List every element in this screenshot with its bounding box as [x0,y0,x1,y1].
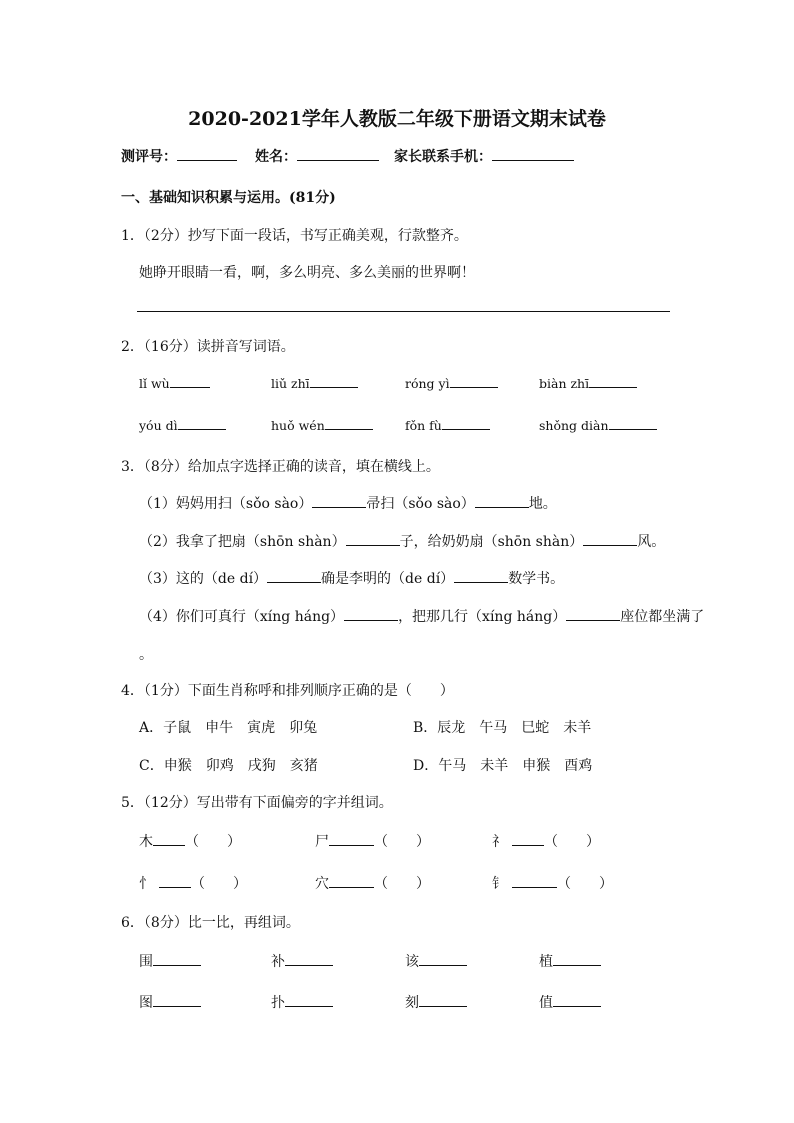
radical: 穴 [315,876,329,892]
answer-blank[interactable] [329,833,374,846]
option-c[interactable]: C．申猴 卯鸡 戌狗 亥猪 [139,758,318,774]
character: 围 [139,954,153,970]
pinyin-text: fǒn fù [405,418,442,433]
answer-blank[interactable] [153,833,185,846]
compare-item [271,992,333,1012]
answer-blank[interactable] [442,417,490,430]
character: 补 [271,954,285,970]
pinyin-item [139,375,210,391]
text: （4）你们可真行（xíng háng） [139,609,345,625]
copy-line[interactable] [137,311,670,312]
question-4-stem: 4．（1分）下面生肖称呼和排列顺序正确的是（ ） [121,683,454,699]
question-2-stem: 2．（16分）读拼音写词语。 [121,339,295,355]
paren-blank[interactable]: （ ） [557,876,613,892]
pinyin-item [405,375,498,391]
answer-blank[interactable] [170,375,210,388]
compare-item [405,992,467,1012]
character: 该 [405,954,419,970]
question-6-stem: 6．（8分）比一比，再组词。 [121,915,300,931]
answer-blank[interactable] [512,875,557,888]
answer-blank[interactable] [329,875,374,888]
answer-blank[interactable] [450,375,498,388]
radical: 礻 [492,834,506,850]
answer-blank[interactable] [583,533,637,546]
pinyin-text: róng yì [405,376,450,391]
paren-blank[interactable]: （ ） [374,876,430,892]
compare-item [139,951,201,971]
answer-blank[interactable] [178,417,226,430]
rater-label: 测评号： [121,149,177,165]
compare-item [271,951,333,971]
radical: 忄 [139,876,153,892]
radical-item [492,873,613,893]
pinyin-item [405,417,490,433]
pinyin-item [539,375,637,391]
name-blank[interactable] [297,148,379,161]
text: 子，给奶奶扇（shōn shàn） [399,534,584,550]
answer-blank[interactable] [566,608,620,621]
answer-blank[interactable] [475,495,529,508]
answer-blank[interactable] [285,994,333,1007]
radical-item [139,873,247,893]
radical-item [315,873,430,893]
character: 图 [139,995,153,1011]
pinyin-text: shǒng diàn [539,418,609,433]
page-title: 2020-2021学年人教版二年级下册语文期末试卷 [188,108,606,130]
answer-blank[interactable] [419,994,467,1007]
answer-blank[interactable] [589,375,637,388]
question-3-line-4 [139,606,704,626]
character: 扑 [271,995,285,1011]
question-3-stem: 3．（8分）给加点字选择正确的读音，填在横线上。 [121,459,440,475]
text: （3）这的（de dí） [139,571,268,587]
question-1-stem: 1．（2分）抄写下面一段话，书写正确美观，行款整齐。 [121,228,468,244]
radical-item [139,831,241,851]
pinyin-item [271,417,373,433]
answer-blank[interactable] [267,570,321,583]
question-1-text: 她睁开眼睛一看，啊，多么明亮、多么美丽的世界啊！ [139,265,475,281]
answer-blank[interactable] [344,608,398,621]
character: 植 [539,954,553,970]
paren-blank[interactable]: （ ） [191,876,247,892]
pinyin-text: liǔ zhī [271,376,310,391]
pinyin-text: lǐ wù [139,376,170,391]
pinyin-item [271,375,358,391]
answer-blank[interactable] [454,570,508,583]
option-b[interactable]: B．辰龙 午马 巳蛇 未羊 [413,720,592,736]
text: ，把那几行（xíng háng） [398,609,567,625]
pinyin-text: biàn zhī [539,376,590,391]
question-3-line-3 [139,568,564,588]
radical-item [492,831,600,851]
answer-blank[interactable] [553,953,601,966]
pinyin-item [139,417,226,433]
compare-item [405,951,467,971]
answer-blank[interactable] [153,953,201,966]
name-field [255,146,379,166]
rater-field [121,146,237,166]
phone-label: 家长联系手机： [394,149,492,165]
question-3-line-1 [139,493,557,513]
answer-blank[interactable] [325,417,373,430]
answer-blank[interactable] [159,875,191,888]
answer-blank[interactable] [312,495,366,508]
pinyin-item [539,417,657,433]
character: 值 [539,995,553,1011]
answer-blank[interactable] [419,953,467,966]
answer-blank[interactable] [609,417,657,430]
text: 数学书。 [508,571,565,587]
answer-blank[interactable] [310,375,358,388]
text: 确是李明的（de dí） [321,571,455,587]
radical: 木 [139,834,153,850]
radical-item [315,831,430,851]
pinyin-text: yóu dì [139,418,178,433]
character: 刻 [405,995,419,1011]
paren-blank[interactable]: （ ） [544,834,600,850]
phone-blank[interactable] [492,148,574,161]
text: 风。 [637,534,666,550]
question-3-line-2 [139,531,665,551]
answer-blank[interactable] [346,533,400,546]
text: （2）我拿了把扇（shōn shàn） [139,534,346,550]
phone-field [394,146,574,166]
answer-blank[interactable] [553,994,601,1007]
name-label: 姓名： [255,149,297,165]
compare-item [139,992,201,1012]
answer-blank[interactable] [285,953,333,966]
question-5-stem: 5．（12分）写出带有下面偏旁的字并组词。 [121,795,393,811]
paren-blank[interactable]: （ ） [185,834,241,850]
paren-blank[interactable]: （ ） [374,834,430,850]
question-3-line-4-end: 。 [139,647,153,663]
text: （1）妈妈用扫（sǒo sào） [139,496,313,512]
text: 地。 [528,496,557,512]
answer-blank[interactable] [153,994,201,1007]
section-heading: 一、基础知识积累与运用。(81分) [121,190,336,206]
text: 帚扫（sǒo sào） [366,496,475,512]
compare-item [539,951,601,971]
answer-blank[interactable] [512,833,544,846]
rater-blank[interactable] [177,148,237,161]
radical: 尸 [315,834,329,850]
option-d[interactable]: D．午马 未羊 申猴 酉鸡 [413,758,593,774]
pinyin-text: huǒ wén [271,418,325,433]
compare-item [539,992,601,1012]
option-a[interactable]: A．子鼠 申牛 寅虎 卯兔 [139,720,318,736]
radical: 钅 [492,876,506,892]
text: 座位都坐满了 [620,609,705,625]
